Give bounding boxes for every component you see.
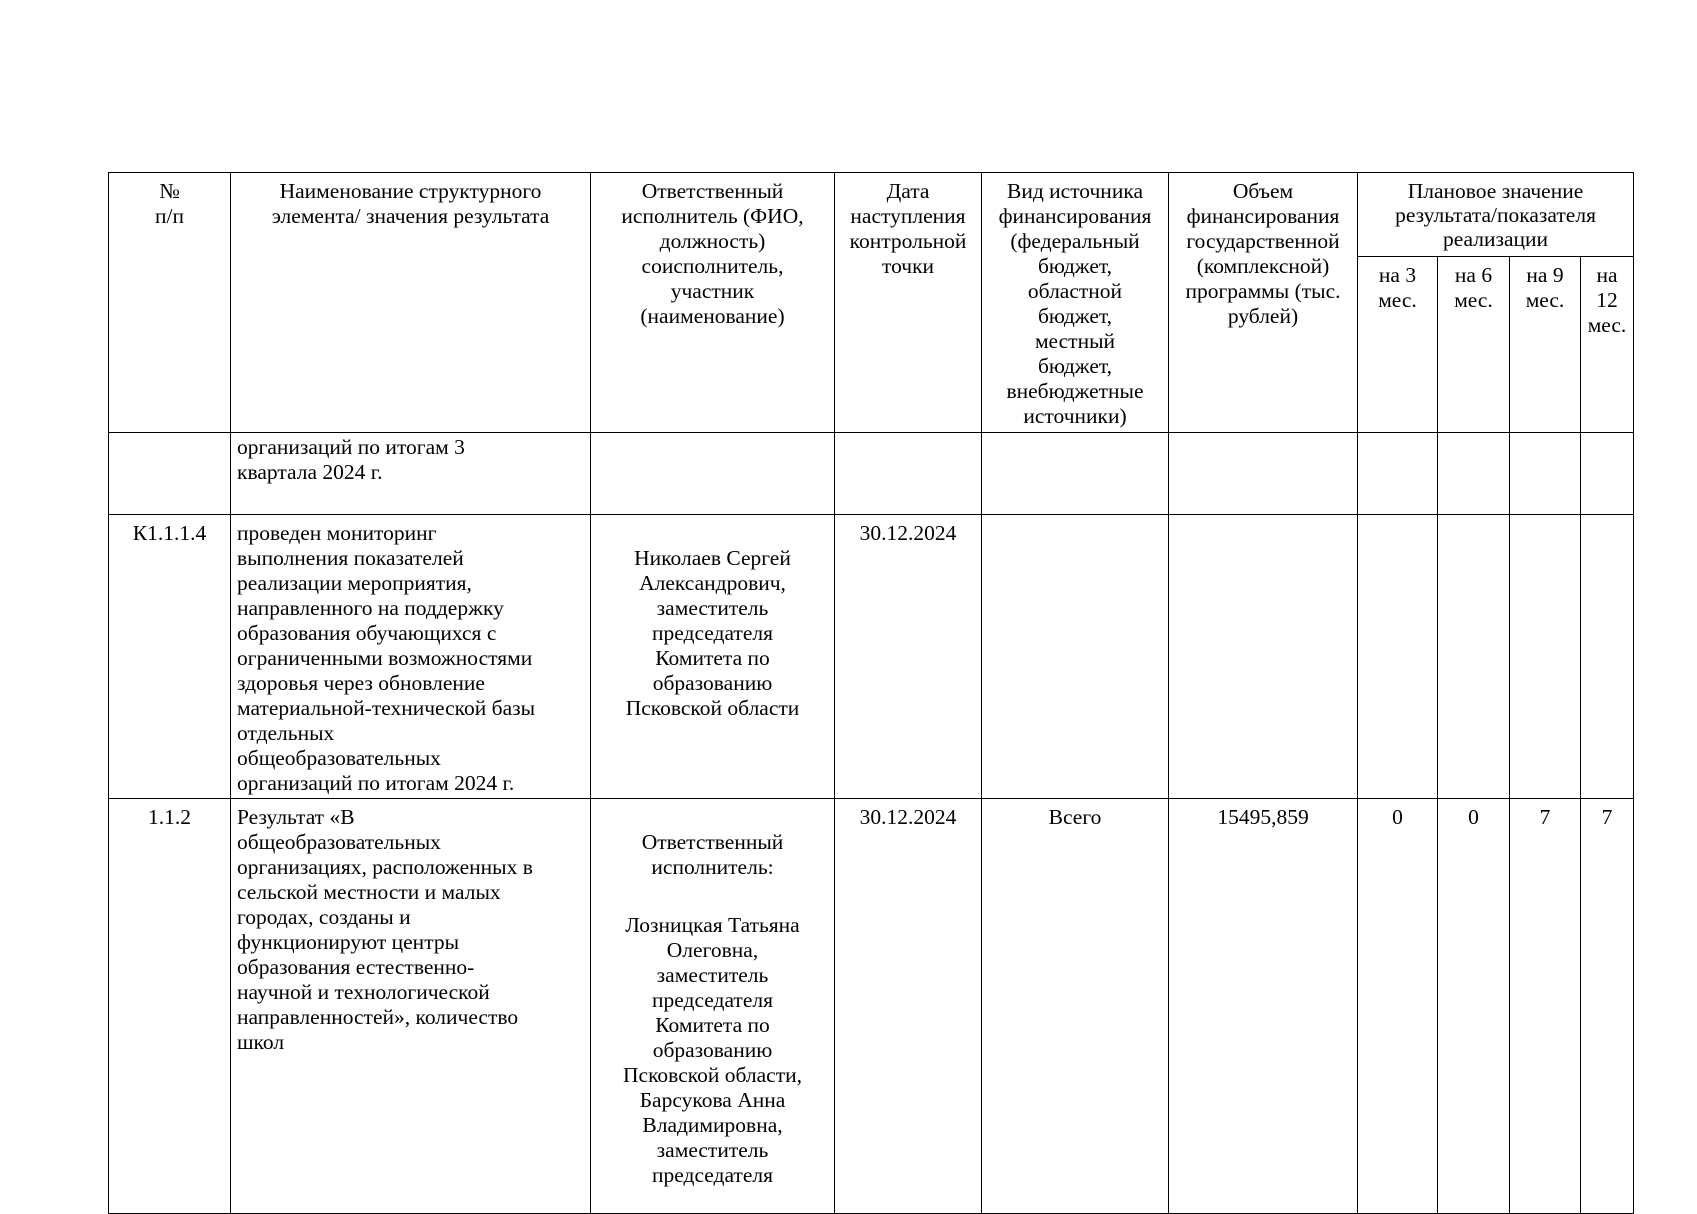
cell-m12 bbox=[1581, 515, 1634, 799]
header-num: № п/п bbox=[109, 173, 231, 433]
header-m3: на 3 мес. bbox=[1358, 257, 1438, 433]
cell-volume bbox=[1169, 515, 1358, 799]
cell-name: организаций по итогам 3 квартала 2024 г. bbox=[231, 433, 591, 515]
cell-date: 30.12.2024 bbox=[835, 799, 982, 1214]
cell-date bbox=[835, 433, 982, 515]
cell-responsible bbox=[591, 515, 835, 799]
table-row bbox=[109, 515, 1634, 799]
cell-num bbox=[109, 433, 231, 515]
cell-volume: 15495,859 bbox=[1169, 799, 1358, 1214]
cell-name: Результат «В общеобразовательных организациях, расположенных в сельской местности и малых городах, созданы и функционируют центры образования естественно- научной и технологической направленностей», количество школ bbox=[231, 799, 591, 1214]
header-m9: на 9 мес. bbox=[1510, 257, 1581, 433]
plan-table bbox=[108, 172, 1634, 1214]
cell-name: проведен мониторинг выполнения показателей реализации мероприятия, направленного на поддержку образования обучающихся с ограниченными возможностями здоровья через обновление материальной-технической базы отдельных общеобразовательных организаций по итогам 2024 г. bbox=[231, 515, 591, 799]
cell-num: К1.1.1.4 bbox=[109, 515, 231, 799]
cell-m12 bbox=[1581, 433, 1634, 515]
cell-m3 bbox=[1358, 433, 1438, 515]
table-row bbox=[109, 799, 1634, 1214]
cell-responsible bbox=[591, 433, 835, 515]
responsible-person: Лозницкая Татьяна Олеговна, заместитель председателя Комитета по образованию Псковской области, Барсукова Анна Владимировна, заместитель председателя bbox=[623, 913, 802, 1187]
cell-m12: 7 bbox=[1581, 799, 1634, 1214]
header-date: Дата наступления контрольной точки bbox=[835, 173, 982, 433]
cell-m3 bbox=[1358, 515, 1438, 799]
cell-responsible bbox=[591, 799, 835, 1214]
cell-volume bbox=[1169, 433, 1358, 515]
responsible-person: Николаев Сергей Александрович, заместитель председателя Комитета по образованию Псковской области bbox=[625, 546, 800, 720]
cell-m6 bbox=[1438, 433, 1510, 515]
cell-num: 1.1.2 bbox=[109, 799, 231, 1214]
header-volume: Объем финансирования государственной (комплексной) программы (тыс. рублей) bbox=[1169, 173, 1358, 433]
responsible-role: Ответственный исполнитель: bbox=[641, 830, 784, 879]
header-plan-group: Плановое значение результата/показателя реализации bbox=[1358, 173, 1634, 257]
cell-m9 bbox=[1510, 433, 1581, 515]
header-name: Наименование структурного элемента/ значения результата bbox=[231, 173, 591, 433]
cell-m9 bbox=[1510, 515, 1581, 799]
cell-source bbox=[982, 515, 1169, 799]
cell-source: Всего bbox=[982, 799, 1169, 1214]
header-m6: на 6 мес. bbox=[1438, 257, 1510, 433]
cell-source bbox=[982, 433, 1169, 515]
cell-date: 30.12.2024 bbox=[835, 515, 982, 799]
cell-m6 bbox=[1438, 515, 1510, 799]
table-row bbox=[109, 433, 1634, 515]
cell-m6: 0 bbox=[1438, 799, 1510, 1214]
cell-m9: 7 bbox=[1510, 799, 1581, 1214]
cell-m3: 0 bbox=[1358, 799, 1438, 1214]
header-source: Вид источника финансирования (федеральный бюджет, областной бюджет, местный бюджет, внебюджетные источники) bbox=[982, 173, 1169, 433]
header-responsible: Ответственный исполнитель (ФИО, должность) соисполнитель, участник (наименование) bbox=[591, 173, 835, 433]
header-m12: на 12 мес. bbox=[1581, 257, 1634, 433]
header-row bbox=[109, 173, 1634, 257]
